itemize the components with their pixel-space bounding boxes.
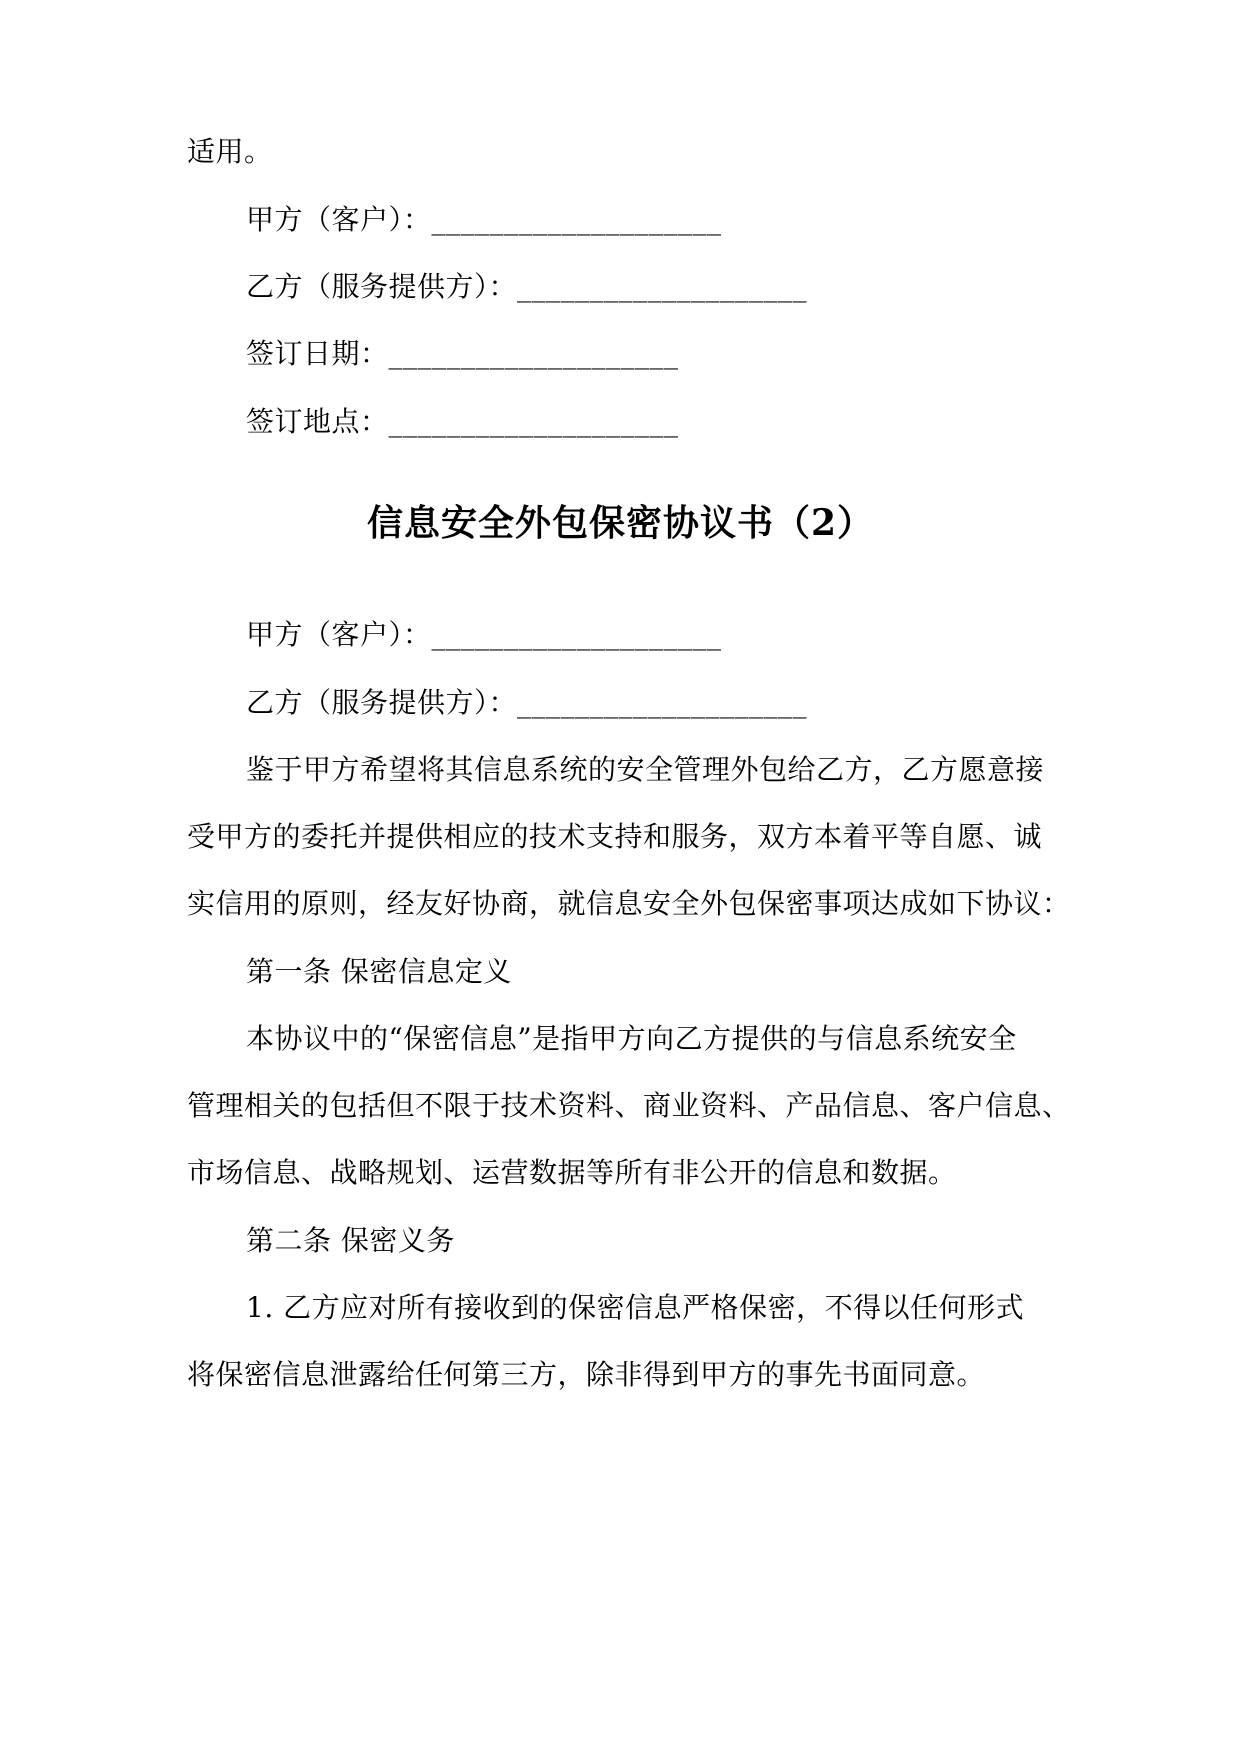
preamble-line: 受甲方的委托并提供相应的技术支持和服务，双方本着平等自愿、诚: [187, 820, 1043, 853]
article-1-text: 市场信息、战略规划、运营数据等所有非公开的信息和数据。: [187, 1156, 957, 1189]
article-1-heading: 第一条 保密信息定义: [246, 955, 512, 988]
signing-date-line: 签订日期：____________________: [246, 337, 679, 370]
continued-text: 适用。: [187, 135, 273, 168]
party-b-signature-line: 乙方（服务提供方）：____________________: [246, 270, 808, 303]
party-b-line: 乙方（服务提供方）：____________________: [246, 686, 808, 719]
article-2-text: 将保密信息泄露给任何第三方，除非得到甲方的事先书面同意。: [187, 1358, 986, 1391]
preamble-line: 实信用的原则，经友好协商，就信息安全外包保密事项达成如下协议：: [187, 887, 1071, 920]
article-2-text: 1. 乙方应对所有接收到的保密信息严格保密，不得以任何形式: [246, 1291, 1025, 1324]
preamble-line: 鉴于甲方希望将其信息系统的安全管理外包给乙方，乙方愿意接: [246, 753, 1045, 786]
signing-place-line: 签订地点：____________________: [246, 405, 679, 438]
party-a-signature-line: 甲方（客户）：____________________: [246, 203, 722, 236]
document-title: 信息安全外包保密协议书（2）: [366, 502, 875, 544]
article-1-text: 本协议中的“保密信息”是指甲方向乙方提供的与信息系统安全: [246, 1022, 1017, 1055]
party-a-line: 甲方（客户）：____________________: [246, 618, 722, 651]
article-2-heading: 第二条 保密义务: [246, 1224, 455, 1257]
article-1-text: 管理相关的包括但不限于技术资料、商业资料、产品信息、客户信息、: [187, 1089, 1071, 1122]
